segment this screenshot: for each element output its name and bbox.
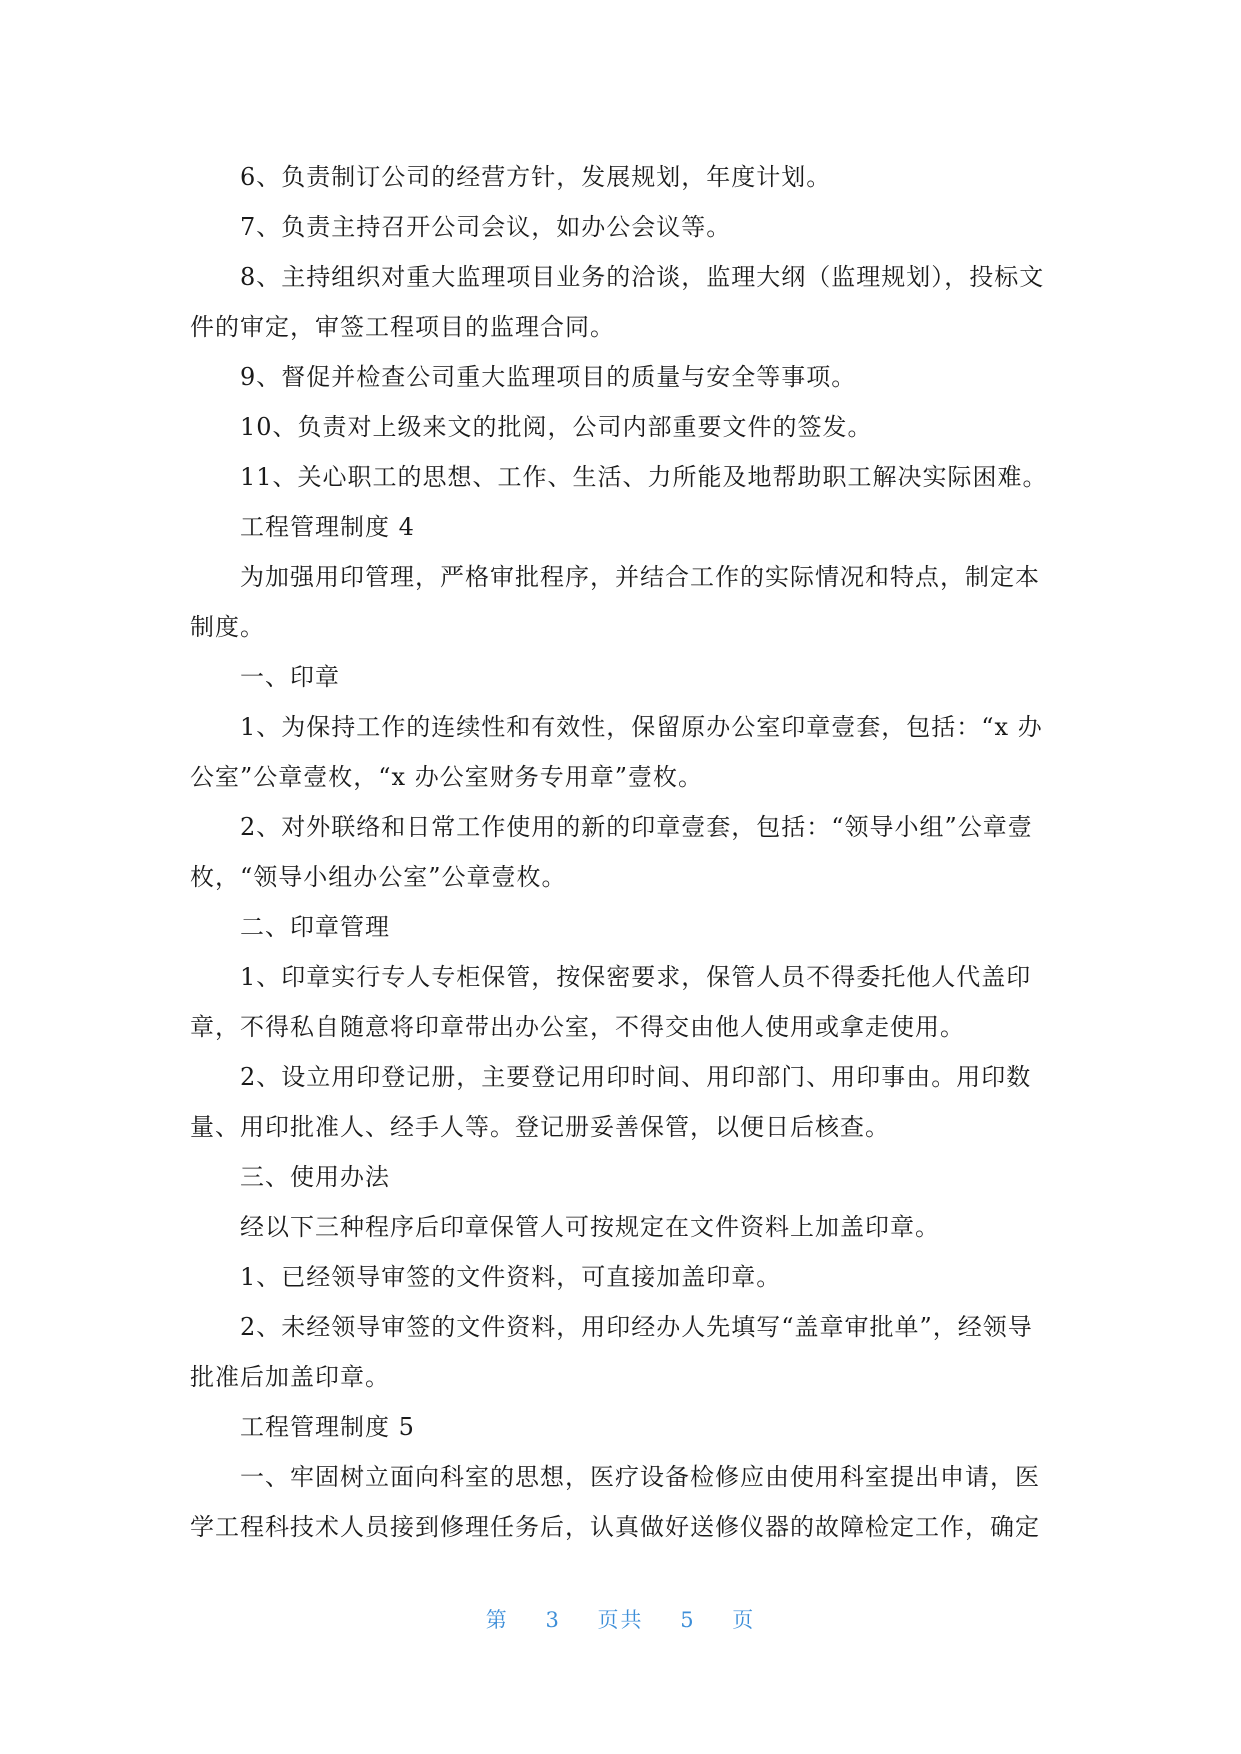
management-item-2: 2、设立用印登记册，主要登记用印时间、用印部门、用印事由。用印数量、用印批准人、经手人等。登记册妥善保管，以便日后核查。 [190,1063,1032,1141]
paragraph-item-11: 11、关心职工的思想、工作、生活、力所能及地帮助职工解决实际困难。 [240,463,1048,491]
usage-item-1: 1、已经领导审签的文件资料，可直接加盖印章。 [240,1263,782,1291]
footer-current-page: 3 [545,1608,561,1632]
footer-word-total: 页共 [597,1608,644,1632]
document-body [190,152,1052,1552]
paragraph-item-8: 8、主持组织对重大监理项目业务的洽谈，监理大纲（监理规划），投标文件的审定，审签工程项目的监理合同。 [190,263,1045,341]
paragraph-item-6: 6、负责制订公司的经营方针，发展规划，年度计划。 [240,163,832,191]
section-heading-4: 工程管理制度 4 [240,513,415,541]
subsection-heading-seal: 一、印章 [240,663,340,691]
subsection-heading-seal-management: 二、印章管理 [240,913,390,941]
footer-total-pages: 5 [680,1608,696,1632]
footer-word-page: 第 [485,1608,509,1632]
footer-word-end: 页 [732,1608,756,1632]
page-footer [0,1604,1241,1634]
paragraph-item-7: 7、负责主持召开公司会议，如办公会议等。 [240,213,732,241]
seal-item-1: 1、为保持工作的连续性和有效性，保留原办公室印章壹套，包括：“x 办公室”公章壹枚，“x 办公室财务专用章”壹枚。 [190,713,1043,791]
paragraph-item-9: 9、督促并检查公司重大监理项目的质量与安全等事项。 [240,363,857,391]
usage-intro: 经以下三种程序后印章保管人可按规定在文件资料上加盖印章。 [240,1213,940,1241]
seal-item-2: 2、对外联络和日常工作使用的新的印章壹套，包括：“领导小组”公章壹枚，“领导小组办公室”公章壹枚。 [190,813,1033,891]
section-intro: 为加强用印管理，严格审批程序，并结合工作的实际情况和特点，制定本制度。 [190,563,1040,641]
section-heading-5: 工程管理制度 5 [240,1413,415,1441]
management-item-1: 1、印章实行专人专柜保管，按保密要求，保管人员不得委托他人代盖印章，不得私自随意将印章带出办公室，不得交由他人使用或拿走使用。 [190,963,1032,1041]
section5-item-1: 一、牢固树立面向科室的思想，医疗设备检修应由使用科室提出申请，医学工程科技术人员接到修理任务后，认真做好送修仪器的故障检定工作，确定 [190,1463,1040,1541]
subsection-heading-usage: 三、使用办法 [240,1163,390,1191]
paragraph-item-10: 10、负责对上级来文的批阅，公司内部重要文件的签发。 [240,413,873,441]
usage-item-2: 2、未经领导审签的文件资料，用印经办人先填写“盖章审批单”，经领导批准后加盖印章。 [190,1313,1033,1391]
